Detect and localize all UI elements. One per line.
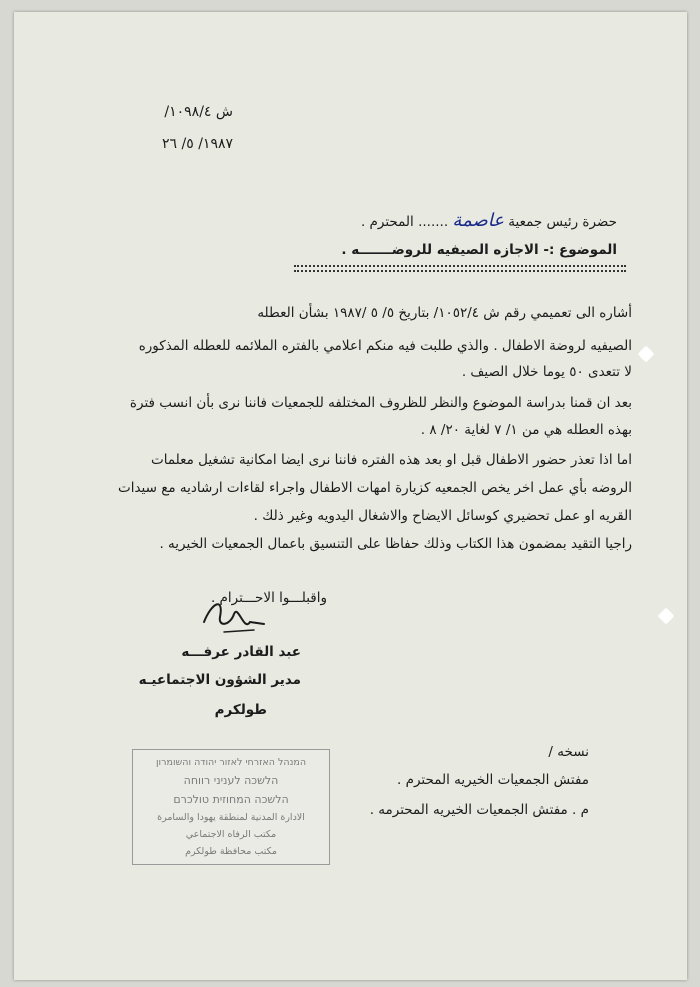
punch-hole-bottom [658,608,675,625]
punch-hole-top [638,346,655,363]
copies-label: نسخه / [548,744,589,760]
subject-line: الموضوع :- الاجازه الصيفيه للروضـــــــه . [341,242,617,258]
signature-scribble [194,592,274,642]
stamp-line-6: مكتب محافظة طولكرم [185,846,277,857]
document-page [14,12,687,980]
body-line-3: لا تتعدى ٥٠ يوما خلال الصيف . [461,364,632,380]
stamp-line-4: الادارة المدنية لمنطقة يهودا والسامرة [157,812,305,823]
stamp-line-5: مكتب الرفاه الاجتماعي [185,829,277,840]
stamp-line-3: הלשכה המחוזית טולכרם [173,793,289,806]
addressee-prefix: حضرة رئيس جمعية [508,214,617,230]
stamp-line-2: הלשכה לעניני רווחה [183,774,279,787]
subject-underline [294,265,626,267]
copies-recipient-2: م . مفتش الجمعيات الخيريه المحترمه . [369,802,589,818]
copies-recipient-1: مفتش الجمعيات الخيريه المحترم . [397,772,589,788]
reference-number: ش ١٠٩٨/٤/ [164,104,233,120]
body-line-5: بهذه العطله هي من ١/ ٧ لغاية ٢٠/ ٨ . [420,422,632,438]
body-line-8: القريه او عمل تحضيري كوسائل الايضاح والاشغال اليدويه وغير ذلك . [253,508,632,524]
closing-line: واقبلـــوا الاحـــترام . [210,590,327,606]
body-line-4: بعد ان قمنا بدراسة الموضوع والنظر للظروف المختلفه للجمعيات فاننا نرى بأن انسب فترة [129,395,632,411]
body-line-1: أشاره الى تعميمي رقم ش ١٠٥٢/٤/ بتاريخ ٥/ ٥ /١٩٨٧ بشأن العطله [257,305,632,321]
signatory-city: طولكرم [214,702,267,718]
body-line-7: الروضه بأي عمل اخر يخص الجمعيه كزيارة امهات الاطفال واجراء لقاءات ارشاديه مع سيدات [118,480,632,496]
addressee-suffix: ....... المحترم . [360,214,449,230]
body-line-6: اما اذا تعذر حضور الاطفال قبل او بعد هذه الفتره فاننا نرى ايضا امكانية تشغيل معلمات [151,452,632,468]
body-line-9: راجيا التقيد بمضمون هذا الكتاب وذلك حفاظا على التنسيق باعمال الجمعيات الخيريه . [159,536,632,552]
official-stamp [132,749,330,865]
stamp-line-1: המנהל האזרחי לאזור יהודה והשומרון [155,757,307,768]
signatory-title: مدير الشؤون الاجتماعيـه [138,672,301,688]
reference-date: ١٩٨٧/ ٥/ ٢٦ [162,136,233,152]
addressee-line [361,210,617,231]
addressee-handwritten-name: عاصمة [452,210,504,231]
body-line-2: الصيفيه لروضة الاطفال . والذي طلبت فيه منكم اعلامي بالفتره الملائمه للعطله المذكوره [138,338,632,354]
signatory-name: عبد القادر عرفـــه [181,644,301,660]
subject-underline-second [294,270,626,272]
